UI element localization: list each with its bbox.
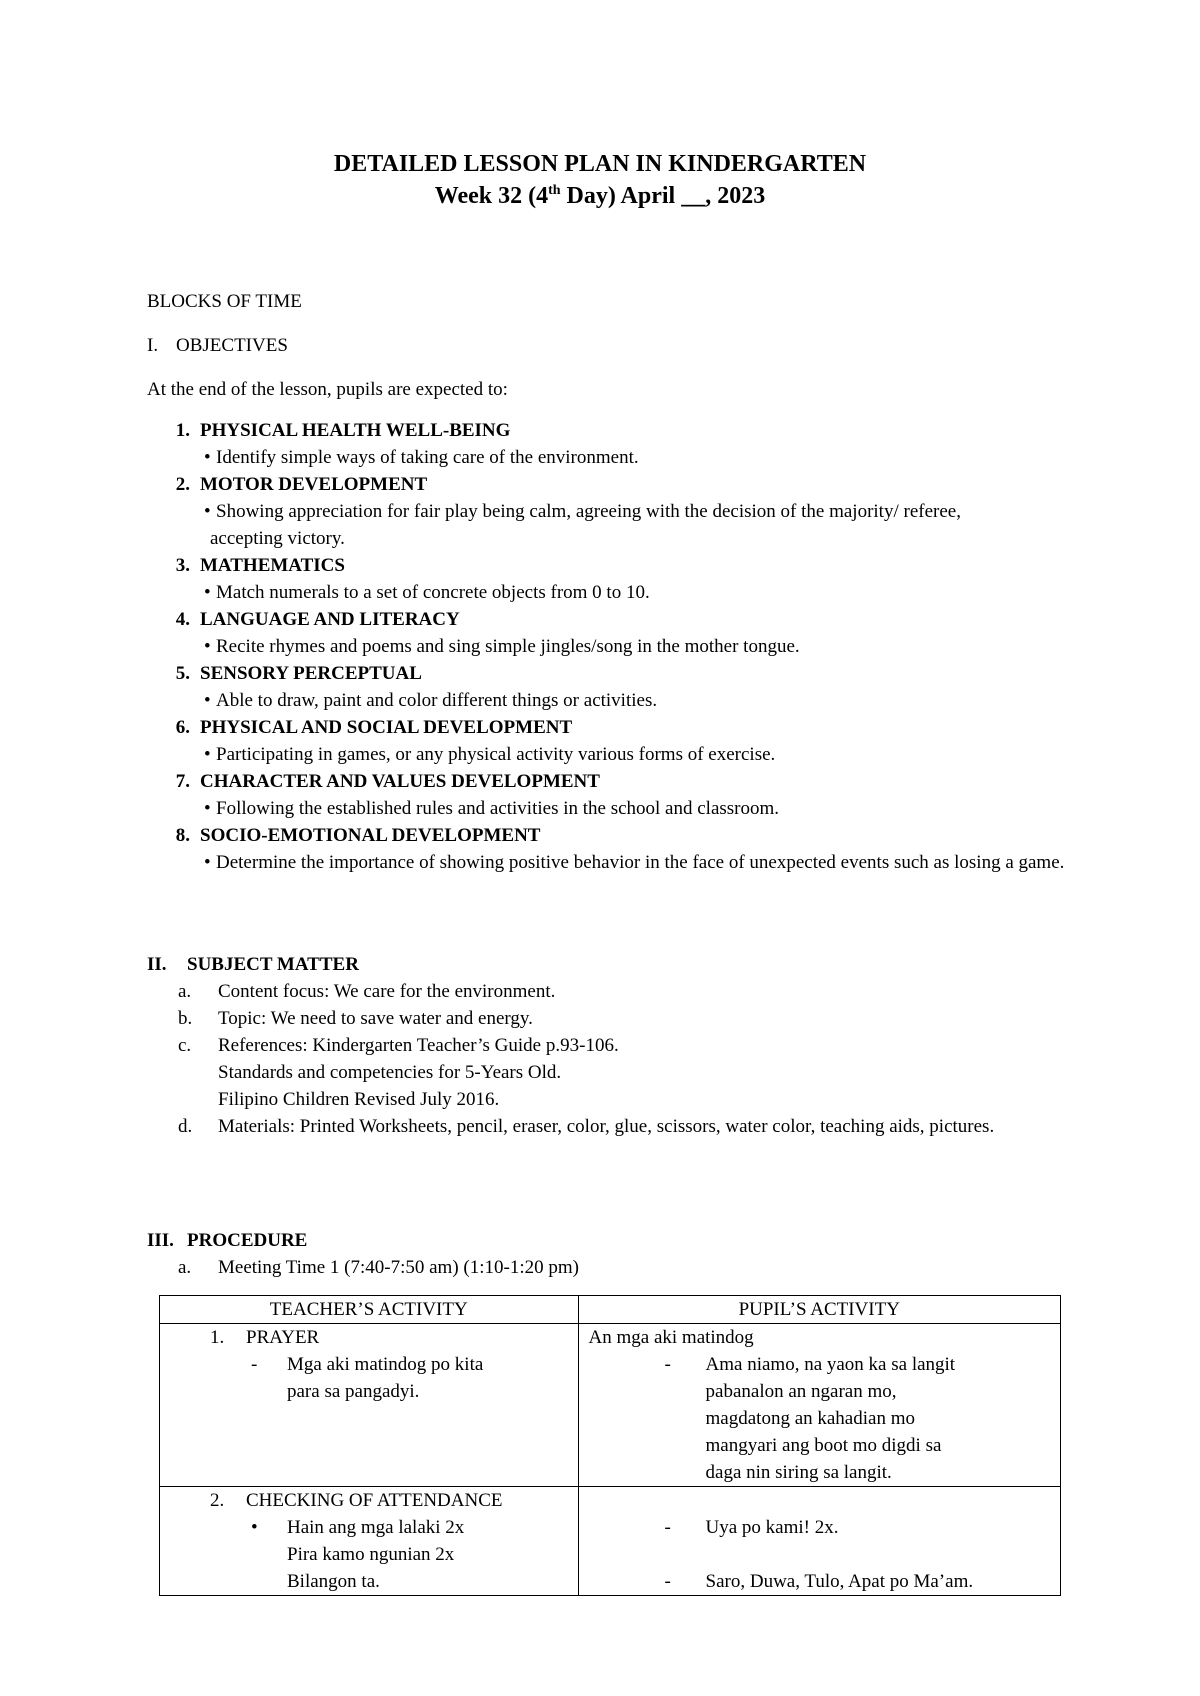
objective-bullet: • Identify simple ways of taking care of the environment.: [204, 447, 639, 468]
subject-matter-list: [178, 978, 1058, 1140]
objective-item: 7. CHARACTER AND VALUES DEVELOPMENT • Following the established rules and activities in the school and classroom.: [160, 768, 1060, 822]
objectives-list: [160, 417, 1065, 876]
procedure-heading: III. PROCEDURE: [147, 1230, 308, 1251]
subject-matter-item: b. Topic: We need to save water and energy.: [178, 1008, 533, 1029]
table-header-row: [160, 1296, 1061, 1324]
objective-title: SOCIO-EMOTIONAL DEVELOPMENT: [200, 825, 541, 846]
activity-table: [159, 1295, 1061, 1596]
objective-item: 3. MATHEMATICS • Match numerals to a set of concrete objects from 0 to 10.: [160, 552, 1060, 606]
objectives-heading: I. OBJECTIVES: [147, 335, 288, 356]
objective-title: PHYSICAL AND SOCIAL DEVELOPMENT: [200, 717, 573, 738]
objective-item: 1. PHYSICAL HEALTH WELL-BEING • Identify simple ways of taking care of the environment.: [160, 417, 1060, 471]
subject-matter-item: c. References: Kindergarten Teacher’s Guide p.93-106. Standards and competencies for 5-Years Old. Filipino Children Revised July 2016.: [178, 1035, 619, 1110]
objective-bullet: • Recite rhymes and poems and sing simple jingles/song in the mother tongue.: [204, 636, 800, 657]
objective-item: 8. SOCIO-EMOTIONAL DEVELOPMENT • Determine the importance of showing positive behavior in the face of unexpected events such as losing a game.: [160, 822, 1060, 876]
objective-bullet: • Showing appreciation for fair play being calm, agreeing with the decision of the majority/ referee, accepting victory.: [204, 501, 961, 549]
objective-item: 5. SENSORY PERCEPTUAL • Able to draw, paint and color different things or activities.: [160, 660, 1060, 714]
table-row: [160, 1487, 1061, 1596]
subject-matter-item: d. Materials: Printed Worksheets, pencil, eraser, color, glue, scissors, water color, teaching aids, pictures.: [178, 1116, 995, 1137]
teacher-activity-header: TEACHER’S ACTIVITY: [160, 1296, 579, 1324]
objective-bullet: • Following the established rules and activities in the school and classroom.: [204, 798, 780, 819]
table-row: [160, 1324, 1061, 1487]
objectives-intro: At the end of the lesson, pupils are expected to:: [147, 379, 508, 400]
objective-title: LANGUAGE AND LITERACY: [200, 609, 460, 630]
objective-item: 2. MOTOR DEVELOPMENT • Showing appreciation for fair play being calm, agreeing with the decision of the majority/ referee, accepting victory.: [160, 471, 1060, 552]
blocks-of-time-heading: BLOCKS OF TIME: [147, 291, 302, 312]
subject-matter-item: a. Content focus: We care for the environment.: [178, 981, 556, 1002]
objective-bullet: • Participating in games, or any physical activity various forms of exercise.: [204, 744, 776, 765]
pupil-cell: An mga aki matindog - Ama niamo, na yaon ka sa langit pabanalon an ngaran mo, magdatong an kahadian mo mangyari ang boot mo digdi sa daga nin siring sa langit.: [578, 1324, 1060, 1487]
pupil-activity-header: PUPIL’S ACTIVITY: [578, 1296, 1060, 1324]
pupil-cell: - Uya po kami! 2x. - Saro, Duwa, Tulo, Apat po Ma’am.: [578, 1487, 1060, 1596]
document-title: DETAILED LESSON PLAN IN KINDERGARTEN: [333, 151, 867, 177]
objective-title: MOTOR DEVELOPMENT: [200, 474, 428, 495]
objective-bullet: • Able to draw, paint and color different things or activities.: [204, 690, 658, 711]
objective-title: CHARACTER AND VALUES DEVELOPMENT: [200, 771, 600, 792]
objective-bullet: • Match numerals to a set of concrete objects from 0 to 10.: [204, 582, 650, 603]
meeting-time: a. Meeting Time 1 (7:40-7:50 am) (1:10-1:20 pm): [178, 1257, 579, 1278]
objective-bullet: • Determine the importance of showing positive behavior in the face of unexpected events such as losing a game.: [204, 852, 1065, 873]
teacher-cell: 1. PRAYER - Mga aki matindog po kita para sa pangadyi.: [160, 1324, 579, 1487]
objective-item: 6. PHYSICAL AND SOCIAL DEVELOPMENT • Participating in games, or any physical activity various forms of exercise.: [160, 714, 1060, 768]
teacher-cell: 2. CHECKING OF ATTENDANCE • Hain ang mga lalaki 2x Pira kamo ngunian 2x Bilangon ta.: [160, 1487, 579, 1596]
objective-title: SENSORY PERCEPTUAL: [200, 663, 422, 684]
objective-title: MATHEMATICS: [200, 555, 345, 576]
objective-title: PHYSICAL HEALTH WELL-BEING: [200, 420, 511, 441]
subject-matter-heading: II. SUBJECT MATTER: [147, 954, 359, 975]
objective-item: 4. LANGUAGE AND LITERACY • Recite rhymes and poems and sing simple jingles/song in the mother tongue.: [160, 606, 1060, 660]
document-subtitle: Week 32 (4th Day) April __, 2023: [434, 183, 766, 209]
